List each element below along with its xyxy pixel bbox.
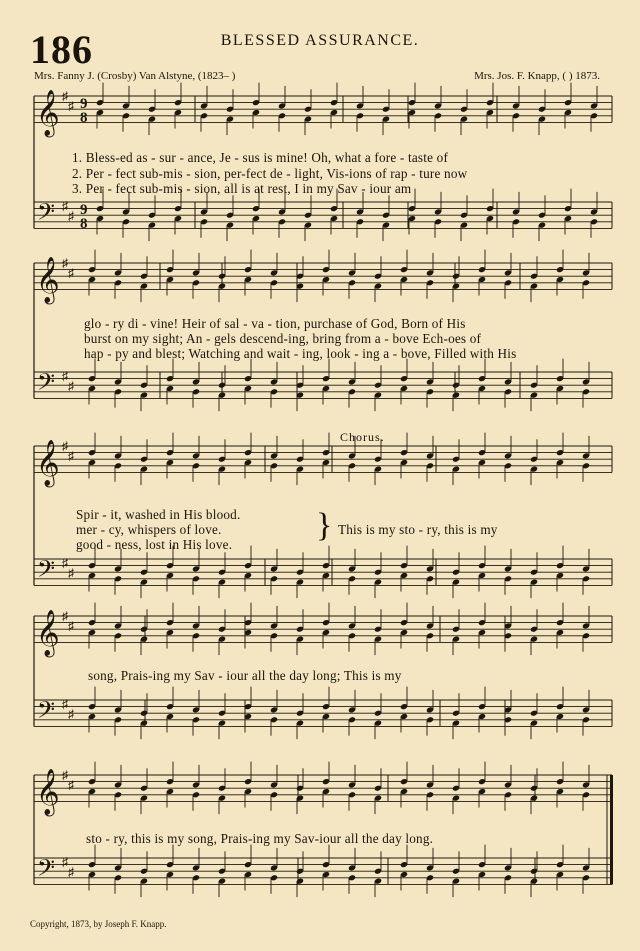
lyric-line: glo - ry di - vine! Heir of sal - va - tion, purchase of God, Born of His [84, 316, 466, 331]
sharp-icon: ♯ [68, 209, 74, 223]
sharp-icon: ♯ [62, 256, 68, 270]
sharp-icon: ♯ [62, 89, 68, 103]
sharp-icon: ♯ [62, 556, 68, 570]
sharp-icon: ♯ [62, 439, 68, 453]
treble-clef-icon: 𝄞 [36, 440, 60, 486]
copyright-notice: Copyright, 1873, by Joseph F. Knapp. [30, 919, 167, 929]
lyric-line: 1. Bless-ed as - sur - ance, Je - sus is mine! Oh, what a fore - taste of [72, 150, 449, 165]
treble-clef-icon: 𝄞 [36, 257, 60, 303]
chorus-lyric-line: This is my sto - ry, this is my [338, 522, 498, 537]
sharp-icon: ♯ [62, 768, 68, 782]
sharp-icon: ♯ [62, 855, 68, 869]
sharp-icon: ♯ [62, 609, 68, 623]
time-signature: 8 [80, 216, 88, 232]
composer-credit: Mrs. Jos. F. Knapp, ( ) 1873. [474, 70, 600, 82]
time-signature: 9 [80, 96, 88, 112]
sharp-icon: ♯ [62, 369, 68, 383]
sharp-icon: ♯ [68, 449, 74, 463]
lyric-line: 2. Per - fect sub-mis - sion, per-fect de - light, Vis-ions of rap - ture now [72, 166, 468, 181]
hymn-title: BLESSED ASSURANCE. [220, 32, 420, 49]
sharp-icon: ♯ [62, 199, 68, 213]
sharp-icon: ♯ [68, 99, 74, 113]
lyric-line: hap - py and blest; Watching and wait - ing, look - ing a - bove, Filled with His [84, 346, 517, 361]
time-signature: 9 [80, 202, 88, 218]
lyric-line: sto - ry, this is my song, Prais-ing my Sav-iour all the day long. [86, 831, 434, 846]
verse-brace: } [316, 507, 333, 544]
lyric-line: good - ness, lost in His love. [76, 537, 233, 552]
bass-clef-icon: 𝄢 [37, 854, 56, 887]
lyric-line: Spir - it, washed in His blood. [76, 507, 241, 522]
bass-clef-icon: 𝄢 [37, 555, 56, 588]
sharp-icon: ♯ [68, 566, 74, 580]
lyric-line: mer - cy, whispers of love. [76, 522, 222, 537]
time-signature: 8 [80, 110, 88, 126]
treble-clef-icon: 𝄞 [36, 610, 60, 656]
sharp-icon: ♯ [68, 778, 74, 792]
lyric-line: burst on my sight; An - gels descend-ing, bring from a - bove Ech-oes of [84, 331, 482, 346]
treble-clef-icon: 𝄞 [36, 769, 60, 815]
sharp-icon: ♯ [68, 379, 74, 393]
sharp-icon: ♯ [68, 619, 74, 633]
hymn-number: 186 [30, 27, 93, 72]
lyric-line: song, Prais-ing my Sav - iour all the day long; This is my [88, 668, 402, 683]
bass-clef-icon: 𝄢 [37, 368, 56, 401]
sharp-icon: ♯ [68, 266, 74, 280]
treble-clef-icon: 𝄞 [36, 90, 60, 136]
bass-clef-icon: 𝄢 [37, 198, 56, 231]
sharp-icon: ♯ [68, 707, 74, 721]
sharp-icon: ♯ [62, 697, 68, 711]
final-bar-line [610, 775, 613, 884]
sharp-icon: ♯ [68, 865, 74, 879]
bass-clef-icon: 𝄢 [37, 696, 56, 729]
author-credit: Mrs. Fanny J. (Crosby) Van Alstyne, (1823– ) [34, 70, 236, 82]
chorus-label: Chorus. [340, 430, 385, 444]
lyric-line: 3. Per - fect sub-mis - sion, all is at rest, I in my Sav - iour am [72, 181, 412, 196]
